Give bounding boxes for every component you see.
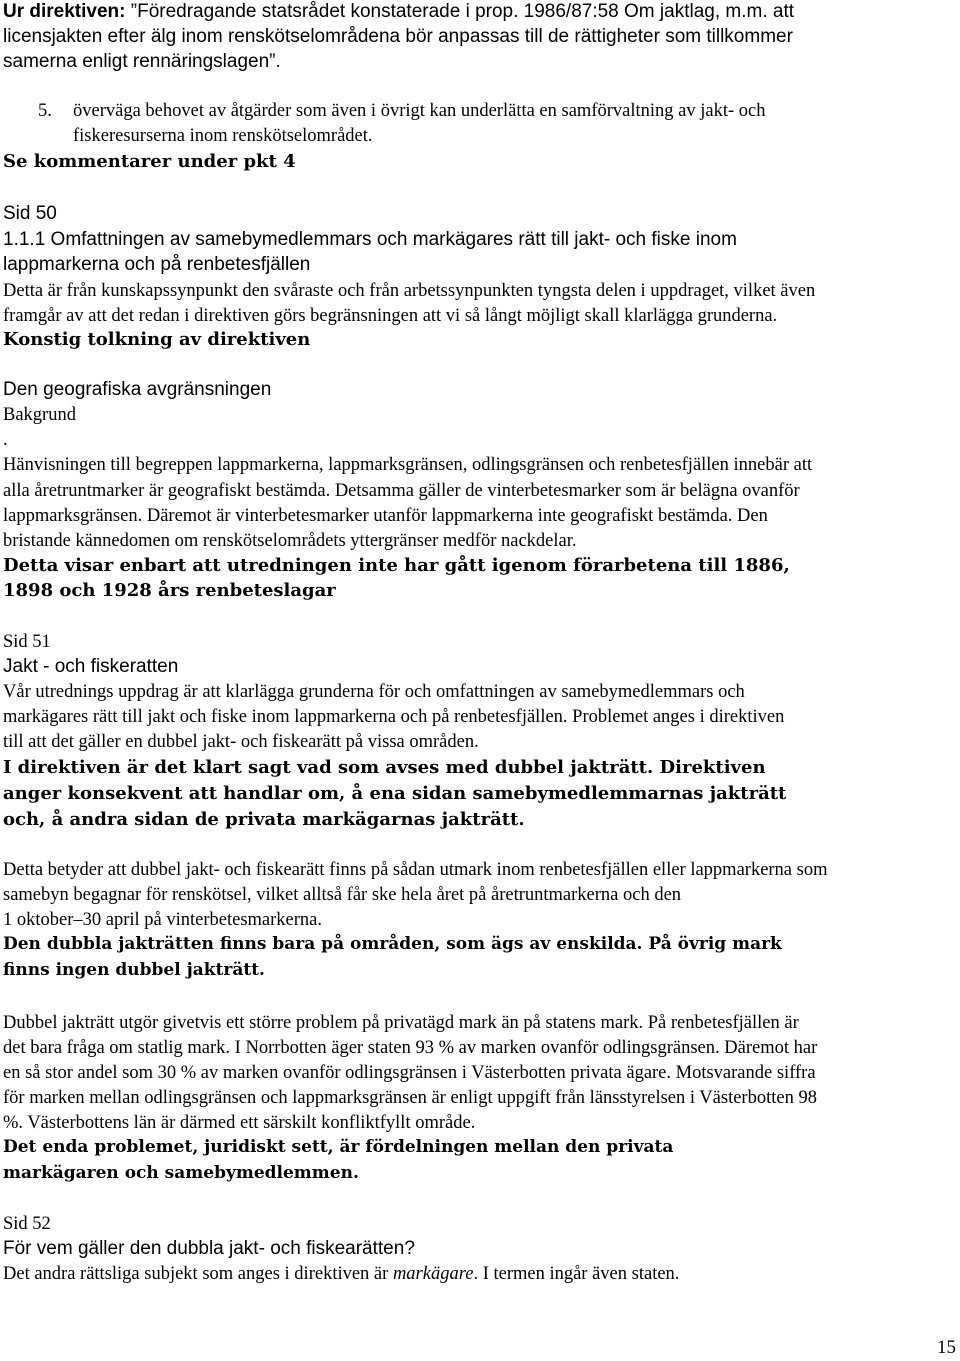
point5-line-1: överväga behovet av åtgärder som även i övrigt kan underlätta en samförvaltning av jakt- och [73,101,766,121]
comment-2: Konstig tolkning av direktiven [3,329,311,350]
para2-line-1: Hänvisningen till begreppen lappmarkerna, lappmarksgränsen, odlingsgränsen och renbetesfjällen innebär att [3,455,813,475]
sid-51: Sid 51 [3,632,51,652]
point5-line-2: fiskeresurserna inom renskötselområdet. [73,126,373,146]
bakgrund-label: Bakgrund [3,405,76,425]
section-heading-line-1: 1.1.1 Omfattningen av samebymedlemmars och markägares rätt till jakt- och fiske inom [3,229,737,250]
para3-line-3: till att det gäller en dubbel jakt- och fiskearätt på vissa områden. [3,732,479,752]
heading-geo: Den geografiska avgränsningen [3,379,272,400]
comment-3-line-2: 1898 och 1928 års renbeteslagar [3,580,336,601]
para5-line-1: Dubbel jakträtt utgör givetvis ett större problem på privatägd mark än på statens mark. På renbetesfjällen är [3,1013,799,1033]
heading-vem: För vem gäller den dubbla jakt- och fiskearätten? [3,1238,415,1259]
para5-line-2: det bara fråga om statlig mark. I Norrbotten äger staten 93 % av marken ovanför odlingsgränsen. Däremot har [3,1038,818,1058]
sid-50: Sid 50 [3,203,57,224]
para1-line-1: Detta är från kunskapssynpunkt den svåraste och från arbetssynpunkten tyngsta delen i uppdraget, vilket även [3,281,816,301]
para4-line-2: samebyn begagnar för renskötsel, vilket alltså får ske hela året på åretruntmarkerna och den [3,885,682,905]
para2-line-3: lappmarksgränsen. Däremot är vinterbetesmarker utanför lappmarkerna inte geografiskt bestämda. Den [3,506,768,526]
para3-line-1: Vår utrednings uppdrag är att klarlägga grunderna för och omfattningen av samebymedlemmars och [3,682,745,702]
para2-line-4: bristande kännedomen om renskötselområdets yttergränser medför nackdelar. [3,531,577,551]
dot: . [3,430,8,450]
para6-italic: markägare [392,1264,474,1284]
point5-number: 5. [38,101,52,121]
intro-text-1: ”Föredragande statsrådet konstaterade i prop. 1986/87:58 Om jaktlag, m.m. att [125,1,795,22]
para5-line-5: %. Västerbottens län är därmed ett särskilt konfliktfyllt område. [3,1113,476,1133]
sid-52: Sid 52 [3,1214,51,1234]
para6-after: . I termen ingår även staten. [473,1264,680,1284]
para1-line-2: framgår av att det redan i direktiven görs begränsningen att vi så långt möjligt skall klarlägga grunderna. [3,306,778,326]
intro-line-2: licensjakten efter älg inom renskötselområdena bör anpassas till de rättigheter som tillkommer [3,26,793,47]
para5-line-4: för marken mellan odlingsgränsen och lappmarksgränsen är enligt uppgift från länsstyrelsen i Västerbotten 98 [3,1088,817,1108]
comment-6-line-2: markägaren och samebymedlemmen. [3,1163,359,1183]
intro-label: Ur direktiven: [3,1,126,22]
comment-5-line-1: Den dubbla jakträtten finns bara på områden, som ägs av enskilda. På övrig mark [3,934,782,954]
comment-3-line-1: Detta visar enbart att utredningen inte har gått igenom förarbetena till 1886, [3,555,790,576]
para4-line-3: 1 oktober–30 april på vinterbetesmarkerna. [3,910,323,930]
para4-line-1: Detta betyder att dubbel jakt- och fiskearätt finns på sådan utmark inom renbetesfjällen eller lappmarkerna som [3,860,828,880]
comment-4-line-1: I direktiven är det klart sagt vad som avses med dubbel jakträtt. Direktiven [3,757,766,778]
para2-line-2: alla åretruntmarker är geografiskt bestämda. Detsamma gäller de vinterbetesmarker som är belägna ovanför [3,481,800,501]
intro-line-3: samerna enligt rennäringslagen”. [3,51,281,72]
comment-6-line-1: Det enda problemet, juridiskt sett, är fördelningen mellan den privata [3,1137,674,1157]
heading-jakt: Jakt - och fiskeratten [3,656,179,677]
section-heading-line-2: lappmarkerna och på renbetesfjällen [3,254,311,275]
comment-5-line-2: finns ingen dubbel jakträtt. [3,960,265,980]
para6-line [3,1262,679,1287]
comment-4-line-2: anger konsekvent att handlar om, å ena sidan samebymedlemmarnas jakträtt [3,783,787,804]
para3-line-2: markägares rätt till jakt och fiske inom lappmarkerna och på renbetesfjällen. Problemet anges i direktiven [3,707,785,727]
page-number: 15 [937,1337,956,1358]
comment-1: Se kommentarer under pkt 4 [3,151,296,172]
para5-line-3: en så stor andel som 30 % av marken ovanför odlingsgränsen i Västerbotten privata ägare. Motsvarande siffra [3,1063,816,1083]
comment-4-line-3: och, å andra sidan de privata markägarnas jakträtt. [3,809,525,830]
para6-before: Det andra rättsliga subjekt som anges i direktiven är [3,1264,393,1284]
intro-line-1 [3,0,794,24]
